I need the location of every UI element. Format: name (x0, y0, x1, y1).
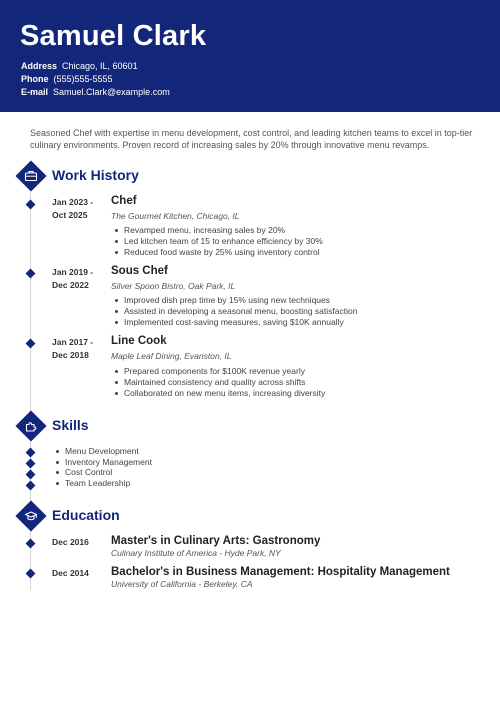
list-item: Reduced food waste by 25% using inventory control (124, 247, 323, 258)
job-employer: The Gourmet Kitchen, Chicago, IL (111, 211, 240, 221)
job-date-end: Oct 2025 (52, 210, 88, 220)
resume-header (0, 0, 500, 112)
list-item: Assisted in developing a seasonal menu, boosting satisfaction (124, 306, 358, 317)
contact-address (21, 61, 138, 71)
job-date (52, 336, 93, 362)
job-title: Sous Chef (111, 265, 168, 277)
degree-title: Bachelor's in Business Management: Hospitality Management (111, 566, 450, 578)
email-label: E-mail (21, 87, 49, 97)
timeline-dot (26, 448, 36, 458)
contact-email (21, 87, 170, 97)
phone-label: Phone (21, 74, 49, 84)
list-item: Led kitchen team of 15 to enhance efficiency by 30% (124, 236, 323, 247)
job-date (52, 266, 93, 292)
skill-item: Menu Development (65, 446, 152, 457)
job-date-start: Jan 2017 - (52, 337, 94, 347)
list-item: Improved dish prep time by 15% using new techniques (124, 295, 357, 306)
skill-item: Team Leadership (65, 478, 152, 489)
job-title: Chef (111, 195, 137, 207)
timeline-dot (26, 470, 36, 480)
school-name: University of California - Berkeley, CA (111, 579, 253, 589)
professional-summary: Seasoned Chef with expertise in menu development, cost control, and leading kitchen teams to excel in top-tier culinary environments. Proven record of increasing sales by 20% through innovative menu revamps. (30, 128, 473, 150)
job-employer: Silver Spoon Bistro, Oak Park, IL (111, 281, 236, 291)
list-item: Maintained consistency and quality across shifts (124, 377, 325, 388)
timeline-dot (26, 200, 36, 210)
job-date-start: Jan 2023 - (52, 197, 94, 207)
skills-list (65, 446, 152, 489)
skill-item: Cost Control (65, 467, 152, 478)
degree-title: Master's in Culinary Arts: Gastronomy (111, 535, 321, 547)
skill-item: Inventory Management (65, 456, 152, 467)
job-date-start: Jan 2019 - (52, 267, 94, 277)
address-label: Address (21, 61, 58, 71)
timeline-dot (26, 569, 36, 579)
phone-value: (555)555-5555 (53, 74, 113, 84)
school-name: Culinary Institute of America - Hyde Park, NY (111, 548, 281, 558)
skills-title: Skills (52, 417, 89, 433)
job-date-end: Dec 2022 (52, 280, 89, 290)
education-date: Dec 2016 (52, 537, 89, 547)
list-item: Implemented cost-saving measures, saving $10K annually (124, 317, 357, 328)
address-value: Chicago, IL, 60601 (62, 61, 138, 71)
work-history-title: Work History (52, 167, 139, 183)
graduation-cap-icon (15, 500, 46, 531)
timeline-dot (26, 459, 36, 469)
email-value[interactable]: Samuel.Clark@example.com (53, 87, 170, 97)
job-date-end: Dec 2018 (52, 350, 89, 360)
briefcase-icon (15, 160, 46, 191)
timeline-dot (26, 339, 36, 349)
puzzle-icon (15, 410, 46, 441)
list-item: Prepared components for $100K revenue yearly (124, 366, 325, 377)
timeline-dot (26, 481, 36, 491)
education-title: Education (52, 507, 120, 523)
contact-phone (21, 74, 113, 84)
timeline-dot (26, 539, 36, 549)
candidate-name: Samuel Clark (20, 20, 207, 52)
job-bullets (124, 225, 323, 259)
job-bullets (124, 295, 357, 329)
education-date: Dec 2014 (52, 568, 89, 578)
list-item: Revamped menu, increasing sales by 20% (124, 225, 323, 236)
timeline-dot (26, 269, 36, 279)
job-date (52, 196, 93, 222)
job-employer: Maple Leaf Dining, Evanston, IL (111, 351, 232, 361)
list-item: Collaborated on new menu items, increasing diversity (124, 388, 326, 399)
job-bullets (124, 366, 325, 400)
job-title: Line Cook (111, 335, 167, 347)
